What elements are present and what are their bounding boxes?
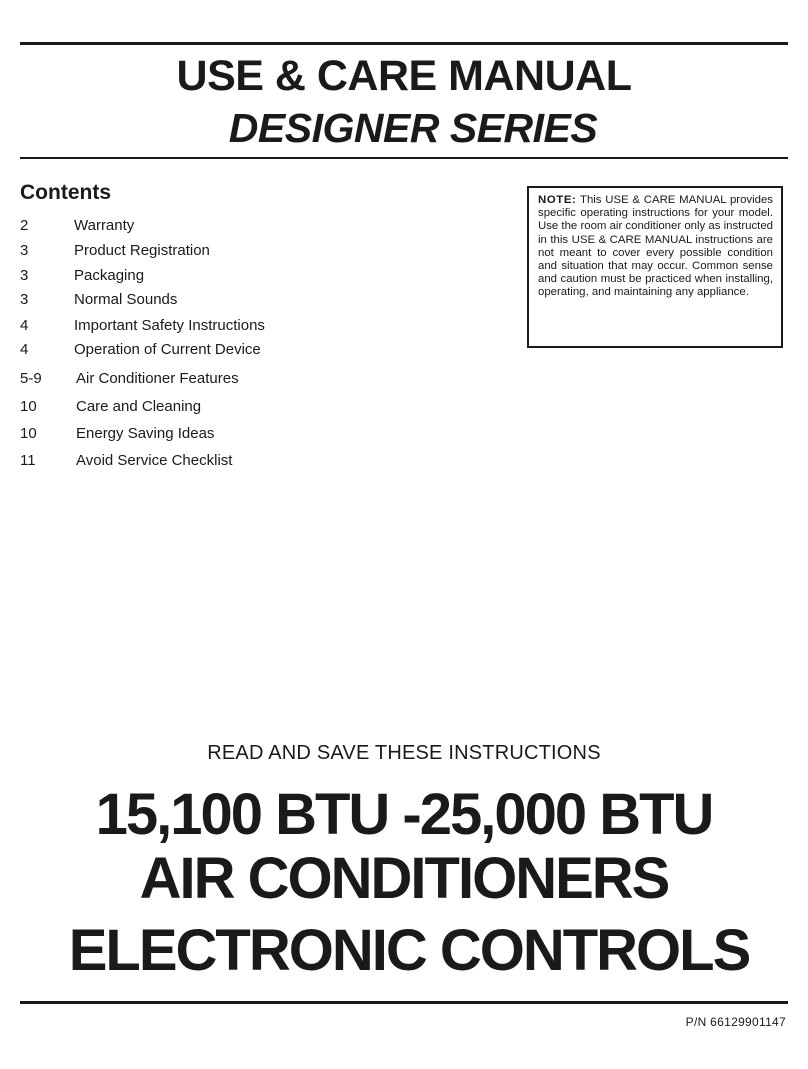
toc-page-number: 10 [20,425,37,442]
toc-entry-title: Warranty [74,217,135,234]
top-rule [20,42,788,45]
note-box [527,186,783,348]
toc-page-number: 2 [20,217,29,234]
contents-heading: Contents [20,181,111,204]
series-subtitle: DESIGNER SERIES [228,105,598,151]
toc-page-number: 4 [20,341,29,358]
toc-page-number: 3 [20,267,29,284]
toc-entry-title: Avoid Service Checklist [76,452,233,469]
part-number: P/N 66129901147 [685,1015,786,1029]
toc-item-safety-instructions [20,316,420,336]
note-label: NOTE: [538,194,577,206]
toc-item-normal-sounds [20,290,420,310]
toc-page-number: 4 [20,317,29,334]
toc-entry-title: Care and Cleaning [76,398,202,415]
note-text: This USE & CARE MANUAL provides specific operating instructions for your model. Use the room air conditioner only as instructed in this USE & CARE MANUAL instructions are not meant to cover every possible condition and situation that may occur. Common sense and caution must be practiced when installing, operating, and maintaining any appliance. [538,194,773,299]
toc-entry-title: Packaging [74,267,145,284]
toc-page-number: 3 [20,291,29,308]
toc-page-number: 3 [20,242,29,259]
controls-heading: ELECTRONIC CONTROLS [68,918,750,983]
header-rule [20,157,788,159]
btu-range-heading: 15,100 BTU -25,000 BTU [95,782,713,847]
toc-entry-title: Important Safety Instructions [74,317,265,334]
toc-item-energy-saving [20,424,420,444]
toc-entry-title: Air Conditioner Features [76,370,239,387]
toc-item-service-checklist [20,451,420,471]
toc-entry-title: Product Registration [74,242,210,259]
toc-page-number: 11 [20,452,36,469]
toc-item-warranty [20,216,420,236]
manual-title: USE & CARE MANUAL [176,52,632,100]
toc-item-operation [20,340,420,360]
toc-item-product-registration [20,241,420,261]
toc-entry-title: Normal Sounds [74,291,178,308]
toc-item-features [20,369,420,389]
toc-page-number: 10 [20,398,37,415]
toc-item-packaging [20,266,420,286]
toc-entry-title: Energy Saving Ideas [76,425,215,442]
product-type-heading: AIR CONDITIONERS [139,846,669,911]
toc-item-care-cleaning [20,397,420,417]
toc-entry-title: Operation of Current Device [74,341,261,358]
toc-page-number: 5-9 [20,370,42,387]
bottom-rule [20,1001,788,1004]
read-save-notice: READ AND SAVE THESE INSTRUCTIONS [207,742,601,764]
